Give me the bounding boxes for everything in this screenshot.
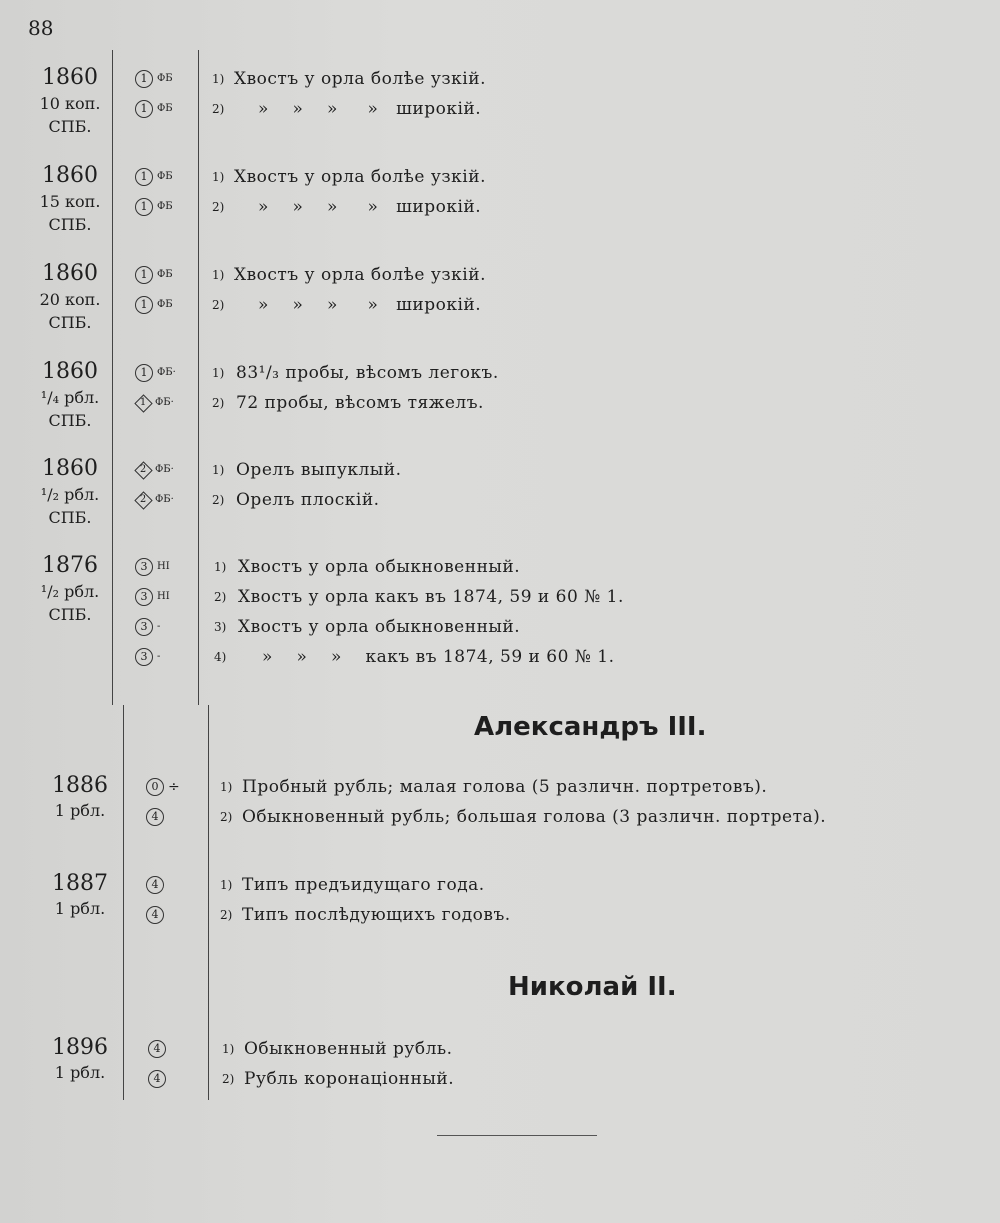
rarity-circle-icon: 4 [148, 1070, 166, 1088]
rarity-circle-icon: 1 [135, 70, 153, 88]
rarity-marker [135, 556, 170, 577]
coin-year: 1876 [42, 553, 98, 578]
variety-number: 2) [222, 1072, 235, 1086]
variety-number: 2) [212, 200, 225, 214]
mintmaster-mark: ФБ· [155, 396, 174, 408]
variety-description: Обыкновенный рубль. [244, 1039, 453, 1059]
variety-number: 1) [220, 878, 233, 892]
mintmaster-mark: - [157, 620, 161, 632]
mintmaster-mark: - [157, 650, 161, 662]
coin-denomination: ¹/₂ рбл. [40, 582, 100, 601]
variety-row [0, 360, 1000, 390]
coin-year: 1860 [42, 456, 98, 481]
rarity-value: 2 [139, 493, 147, 505]
variety-number: 1) [220, 780, 233, 794]
coin-mint: СПБ. [48, 313, 92, 332]
mintmaster-mark: ФБ [157, 298, 173, 310]
variety-number: 1) [212, 170, 225, 184]
rarity-marker [135, 459, 174, 480]
rarity-marker [146, 806, 168, 827]
rarity-value: 2 [139, 463, 147, 475]
rarity-marker [148, 1068, 170, 1089]
variety-row [0, 804, 1000, 834]
variety-row [0, 554, 1000, 584]
coin-denomination: 15 коп. [39, 192, 101, 211]
end-rule [437, 1135, 597, 1136]
variety-row [0, 390, 1000, 420]
variety-row [0, 614, 1000, 644]
variety-number: 2) [212, 396, 225, 410]
rarity-circle-icon: 1 [135, 168, 153, 186]
mintmaster-mark: ФБ [157, 102, 173, 114]
page-number: 88 [28, 16, 54, 40]
rarity-marker [146, 874, 168, 895]
variety-row [0, 584, 1000, 614]
variety-description: Хвостъ у орла обыкновенный. [238, 617, 521, 637]
variety-number: 1) [222, 1042, 235, 1056]
rarity-circle-icon: 3 [135, 588, 153, 606]
rarity-circle-icon: 1 [135, 100, 153, 118]
variety-row [0, 66, 1000, 96]
rarity-value: 1 [139, 396, 147, 408]
variety-description: » » » какъ въ 1874, 59 и 60 № 1. [262, 647, 615, 667]
section-heading-nicholas-ii: Николай II. [508, 972, 677, 1002]
rarity-marker [135, 294, 173, 315]
rarity-circle-icon: 1 [135, 198, 153, 216]
rarity-circle-icon: 0 [146, 778, 164, 796]
variety-number: 4) [214, 650, 227, 664]
coin-denomination: 10 коп. [39, 94, 101, 113]
coin-denomination: 1 рбл. [54, 899, 106, 918]
variety-description: Хвостъ у орла болѣе узкій. [234, 167, 486, 187]
variety-row [0, 194, 1000, 224]
mintmaster-mark: ФБ [157, 72, 173, 84]
rarity-circle-icon: 4 [146, 808, 164, 826]
coin-denomination: ¹/₂ рбл. [40, 485, 100, 504]
variety-row [0, 1036, 1000, 1066]
mintmaster-mark: ФБ· [155, 463, 174, 475]
variety-row [0, 872, 1000, 902]
mintmaster-mark: ФБ· [157, 366, 176, 378]
variety-number: 2) [212, 298, 225, 312]
rarity-circle-icon: 4 [148, 1040, 166, 1058]
rarity-circle-icon: 1 [135, 296, 153, 314]
rarity-circle-icon: 3 [135, 558, 153, 576]
rarity-marker [135, 362, 176, 383]
mintmaster-mark: ФБ [157, 170, 173, 182]
variety-description: » » » » широкій. [258, 99, 482, 119]
mintmaster-mark: НI [157, 560, 170, 572]
variety-description: » » » » широкій. [258, 295, 482, 315]
variety-number: 1) [212, 366, 225, 380]
variety-number: 1) [212, 463, 225, 477]
coin-year: 1860 [42, 359, 98, 384]
coin-mint: СПБ. [48, 605, 92, 624]
rarity-circle-icon: 1 [135, 364, 153, 382]
coin-year: 1896 [52, 1035, 108, 1060]
variety-row [0, 487, 1000, 517]
rarity-marker [146, 776, 180, 797]
variety-row [0, 457, 1000, 487]
rarity-marker [135, 392, 174, 413]
rarity-diamond-icon [135, 462, 151, 478]
variety-description: Хвостъ у орла болѣе узкій. [234, 265, 486, 285]
variety-number: 1) [214, 560, 227, 574]
rarity-circle-icon: 3 [135, 618, 153, 636]
variety-number: 2) [220, 810, 233, 824]
variety-row [0, 902, 1000, 932]
variety-description: Типъ послѣдующихъ годовъ. [242, 905, 511, 925]
rarity-diamond-icon [135, 395, 151, 411]
coin-year: 1886 [52, 773, 108, 798]
coin-denomination: 20 коп. [39, 290, 101, 309]
coin-year: 1887 [52, 871, 108, 896]
coin-denomination: 1 рбл. [54, 801, 106, 820]
rarity-marker [135, 166, 173, 187]
rarity-marker [135, 68, 173, 89]
rarity-marker [148, 1038, 170, 1059]
rarity-marker [135, 489, 174, 510]
variety-row [0, 644, 1000, 674]
variety-number: 1) [212, 268, 225, 282]
coin-mint: СПБ. [48, 508, 92, 527]
variety-number: 2) [212, 493, 225, 507]
mintmaster-mark: ФБ [157, 200, 173, 212]
variety-number: 2) [220, 908, 233, 922]
rarity-marker [135, 646, 160, 667]
variety-row [0, 774, 1000, 804]
variety-description: Обыкновенный рубль; большая голова (3 различн. портрета). [242, 807, 827, 827]
mintmaster-mark: НI [157, 590, 170, 602]
variety-description: Рубль коронаціонный. [244, 1069, 455, 1089]
coin-mint: СПБ. [48, 117, 92, 136]
mintmaster-mark: ФБ [157, 268, 173, 280]
variety-description: Орелъ выпуклый. [236, 460, 402, 480]
rarity-marker [135, 98, 173, 119]
rarity-circle-icon: 1 [135, 266, 153, 284]
rarity-diamond-icon [135, 492, 151, 508]
rarity-circle-icon: 4 [146, 906, 164, 924]
variety-description: 83¹/₃ пробы, вѣсомъ легокъ. [236, 363, 499, 383]
rarity-marker [135, 616, 160, 637]
rarity-marker [135, 264, 173, 285]
coin-year: 1860 [42, 261, 98, 286]
variety-description: Хвостъ у орла болѣе узкій. [234, 69, 486, 89]
variety-row [0, 96, 1000, 126]
coin-denomination: ¹/₄ рбл. [40, 388, 100, 407]
coin-mint: СПБ. [48, 411, 92, 430]
variety-row [0, 292, 1000, 322]
coin-year: 1860 [42, 163, 98, 188]
coin-denomination: 1 рбл. [54, 1063, 106, 1082]
rarity-marker [135, 196, 173, 217]
variety-description: 72 пробы, вѣсомъ тяжелъ. [236, 393, 484, 413]
mintmaster-mark: ÷ [168, 778, 180, 795]
variety-row [0, 164, 1000, 194]
coin-mint: СПБ. [48, 215, 92, 234]
variety-description: Пробный рубль; малая голова (5 различн. портретовъ). [242, 777, 768, 797]
variety-row [0, 262, 1000, 292]
variety-number: 1) [212, 72, 225, 86]
variety-description: Хвостъ у орла какъ въ 1874, 59 и 60 № 1. [238, 587, 624, 607]
variety-description: Орелъ плоскій. [236, 490, 380, 510]
variety-description: » » » » широкій. [258, 197, 482, 217]
rarity-marker [146, 904, 168, 925]
rarity-circle-icon: 3 [135, 648, 153, 666]
coin-year: 1860 [42, 65, 98, 90]
rarity-circle-icon: 4 [146, 876, 164, 894]
variety-row [0, 1066, 1000, 1096]
section-heading-alexander-iii: Александръ III. [474, 712, 707, 742]
variety-number: 2) [212, 102, 225, 116]
variety-description: Хвостъ у орла обыкновенный. [238, 557, 521, 577]
mintmaster-mark: ФБ· [155, 493, 174, 505]
variety-description: Типъ предъидущаго года. [242, 875, 485, 895]
rarity-marker [135, 586, 170, 607]
variety-number: 2) [214, 590, 227, 604]
variety-number: 3) [214, 620, 227, 634]
